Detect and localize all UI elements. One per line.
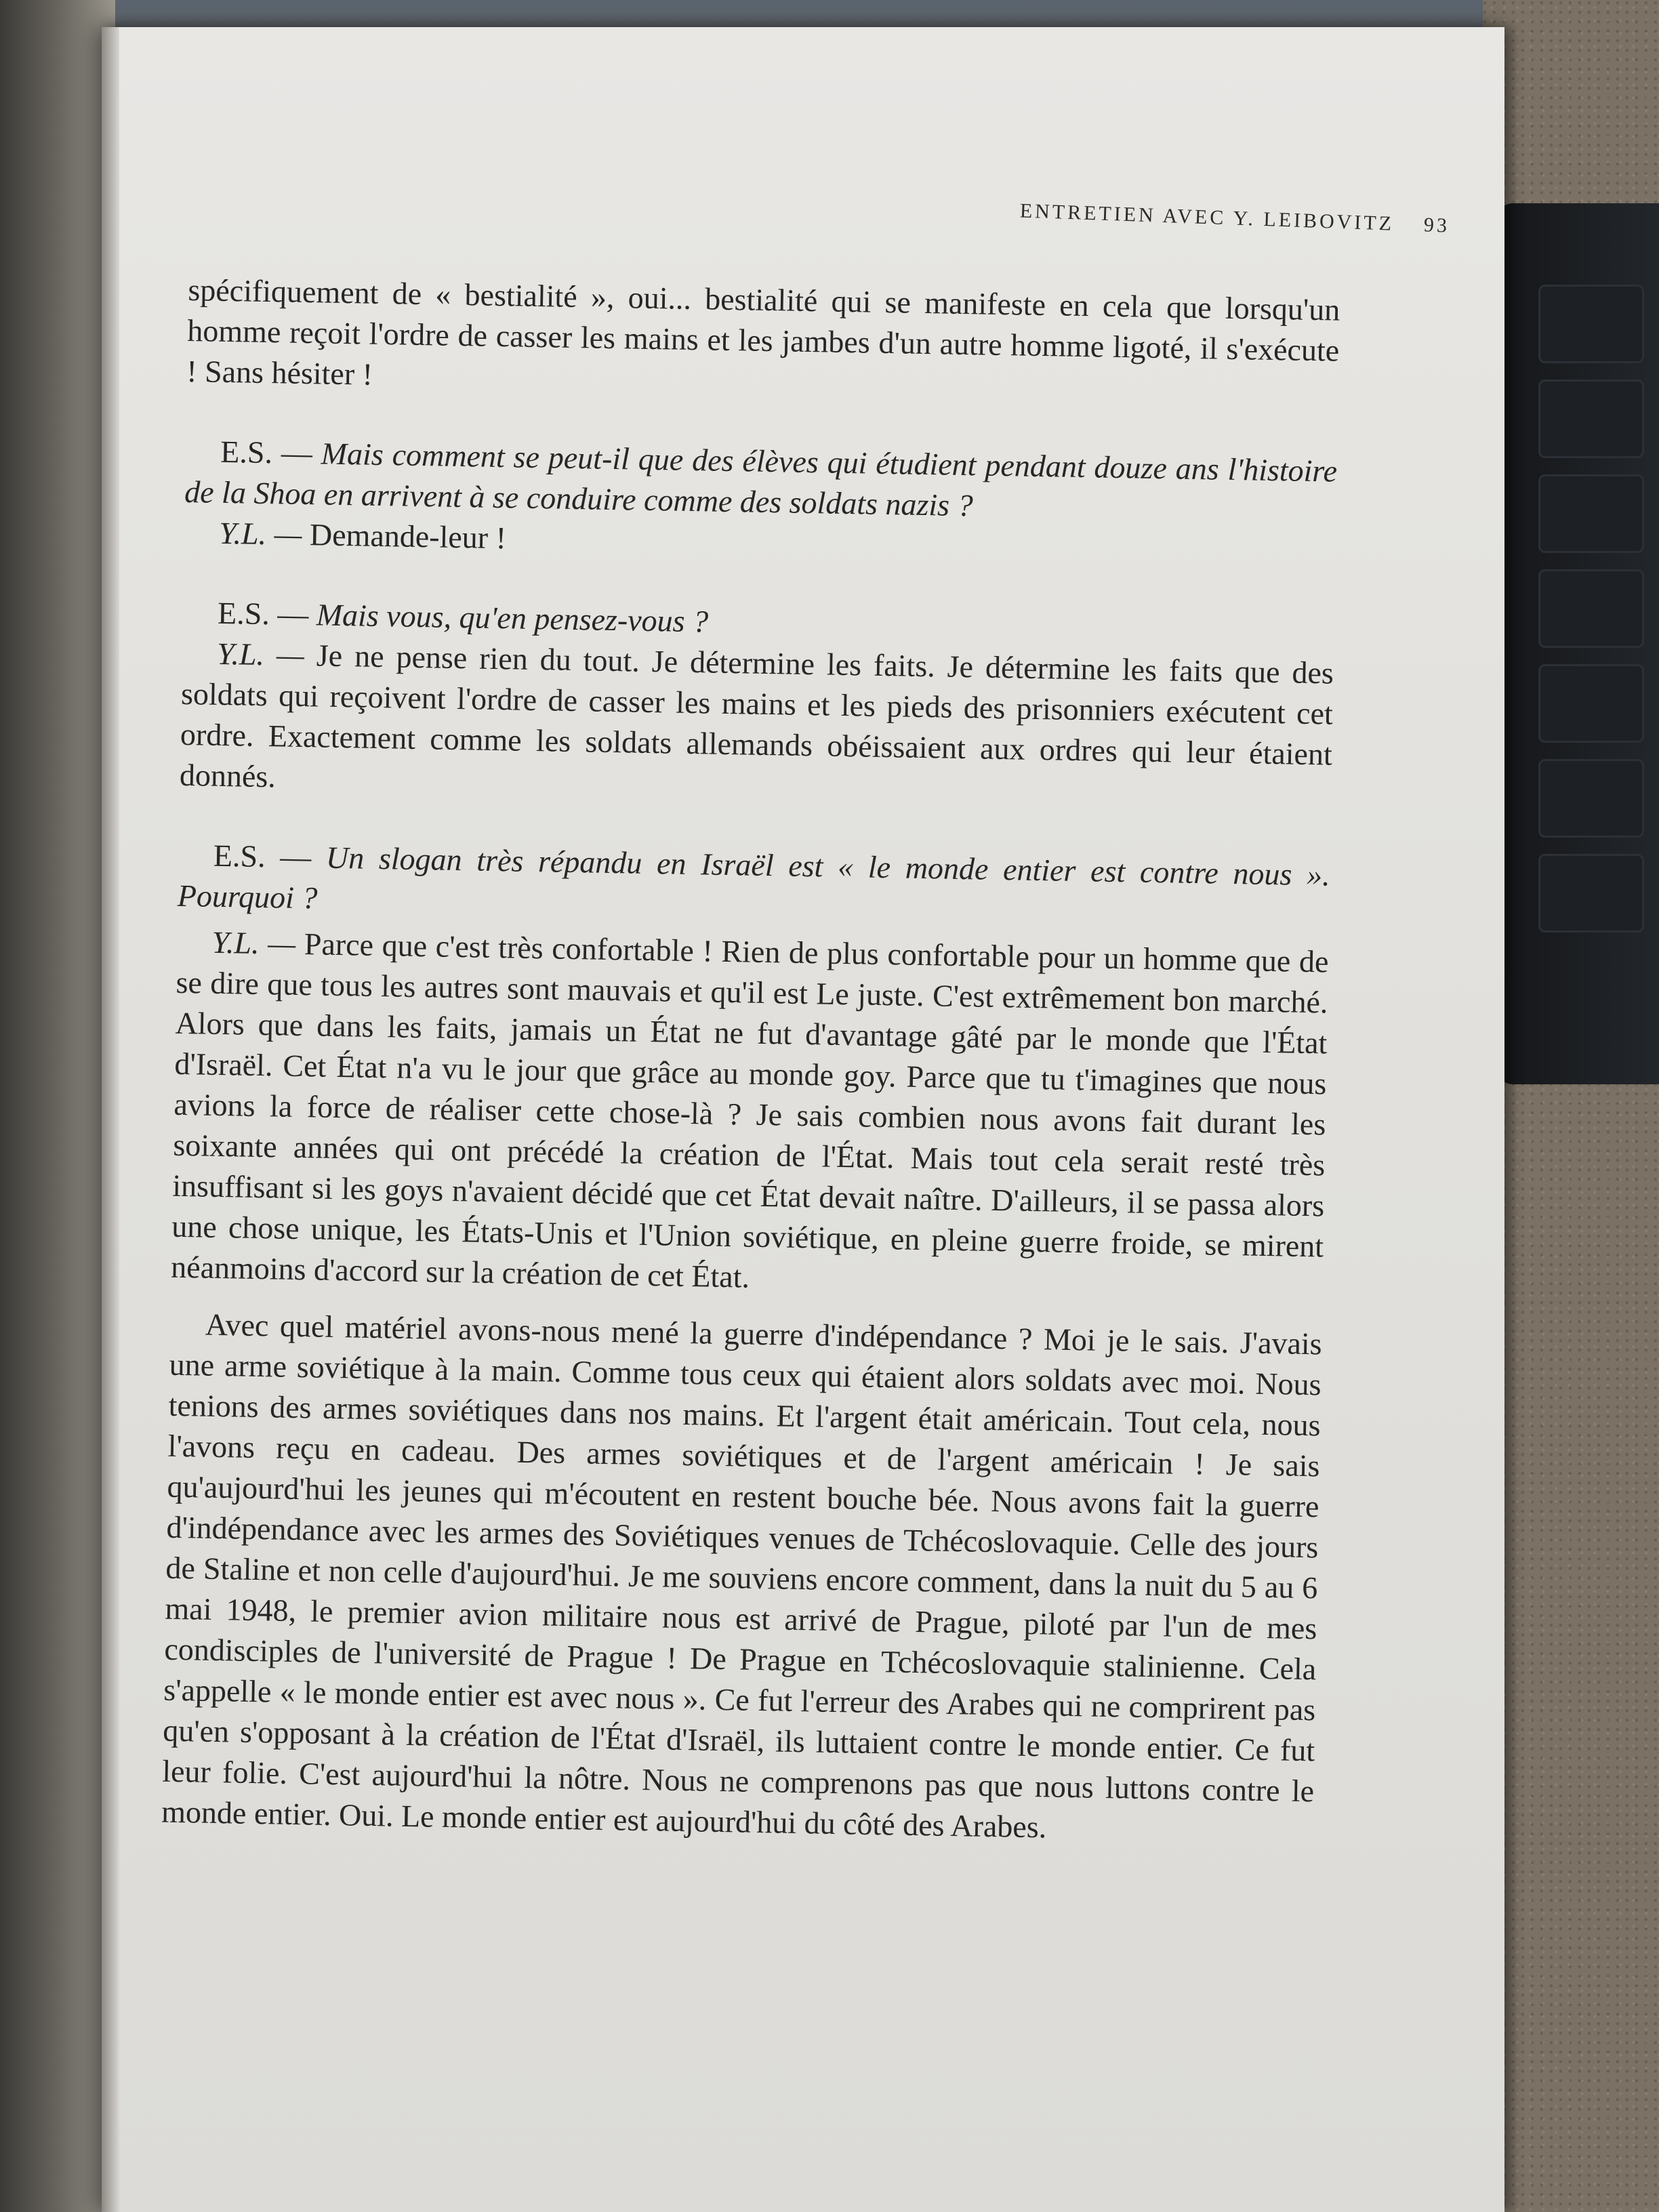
answer-text: Demande-leur !: [309, 517, 507, 556]
keyboard-key: [1538, 759, 1644, 838]
keyboard-key: [1538, 285, 1644, 363]
question-text: Un slogan très répandu en Israël est « le monde entier est contre nous ». Pourquoi ?: [177, 840, 1331, 916]
question-text: Mais comment se peut-il que des élèves qui étudient pendant douze ans l'histoire de la Shoa en arrivent à se conduire comme des soldats nazis ?: [184, 436, 1338, 523]
keyboard-key: [1538, 664, 1644, 743]
paragraph-text: Avec quel matériel avons-nous mené la guerre d'indépendance ? Moi je le sais. J'avais une arme soviétique à la main. Comme tous ceux qui étaient alors soldats avec moi. Nous tenions des armes soviétiques dans nos mains. Et l'argent était américain. Tout cela, nous l'avons reçu en cadeau. Des armes soviétiques et de l'argent américain ! Je sais qu'aujourd'hui les jeunes qui m'écoutent en restent bouche bée. Nous avons fait la guerre d'indépendance avec les armes des Soviétiques venues de Tchécoslovaquie. Celle des jours de Staline et non celle d'aujourd'hui. Je me souviens encore comment, dans la nuit du 5 au 6 mai 1948, le premier avion militaire nous est arrivé de Prague, piloté par l'un de mes condisciples de l'université de Prague ! De Prague en Tchécoslovaquie stalinienne. Cela s'appelle « le monde entier est avec nous ». Ce fut l'erreur des Arabes qui ne comprirent pas qu'en s'opposant à la création de l'État d'Israël, ils luttaient contre le monde entier. Ce fut leur folie. C'est aujourd'hui la nôtre. Nous ne comprenons pas que nous luttons contre le monde entier. Oui. Le monde entier est aujourd'hui du côté des Arabes.: [161, 1307, 1323, 1845]
running-header: [894, 195, 1450, 238]
speaker-label: Y.L. —: [218, 515, 310, 552]
keyboard-key: [1538, 474, 1644, 553]
book-page: [102, 27, 1504, 2212]
keyboard-key: [1538, 569, 1644, 648]
speaker-label: E.S. —: [213, 838, 327, 875]
paragraph: [186, 270, 1340, 412]
speaker-label: Y.L. —: [211, 924, 305, 962]
running-title: ENTRETIEN AVEC Y. LEIBOVITZ: [1019, 199, 1395, 235]
question: [177, 835, 1330, 937]
speaker-label: E.S. —: [220, 434, 322, 471]
answer: [171, 922, 1329, 1308]
answer: [179, 633, 1334, 816]
answer-text: Je ne pense rien du tout. Je détermine les faits. Je détermine les faits que des soldats qui reçoivent l'ordre de casser les mains et les pieds des prisonniers exécutent cet ordre. Exactement comme les soldats allemands obéissaient aux ordres qui leur étaient donnés.: [179, 638, 1334, 794]
page-number: 93: [1423, 213, 1450, 237]
paragraph: [161, 1304, 1322, 1853]
speaker-label: Y.L. —: [216, 636, 317, 673]
speaker-label: E.S. —: [217, 595, 317, 632]
answer-text: Parce que c'est très confortable ! Rien de plus confortable pour un homme que de se dire que tous les autres sont mauvais et qu'il est Le juste. C'est extrêmement bon marché. Alors que dans les faits, jamais un État ne fut d'avantage gâté par le monde que l'État d'Israël. Cet État n'a vu le jour que grâce au monde goy. Parce que tu t'imagines que nous avions la force de réaliser cette chose-là ? Je sais combien nous avons fait durant les soixante années qui ont précédé la création de l'État. Mais tout cela serait resté très insuffisant si les goys n'avaient décidé que cet État devait naître. D'ailleurs, il se passa alors une chose unique, les États-Unis et l'Union soviétique, en pleine guerre froide, se mirent néanmoins d'accord sur la création de cet État.: [170, 926, 1329, 1294]
paragraph-text: spécifiquement de « bestialité », oui... bestialité qui se manifeste en cela que lorsqu'un homme reçoit l'ordre de casser les mains et les jambes d'un autre homme ligoté, il s'exécute ! Sans hésiter !: [186, 272, 1340, 392]
keyboard-key: [1538, 854, 1644, 933]
keyboard-key: [1538, 380, 1644, 458]
page-body: [161, 270, 1340, 1852]
background-left-edge: [0, 0, 115, 2212]
question-text: Mais vous, qu'en pensez-vous ?: [316, 597, 709, 639]
keyboard: [1498, 203, 1659, 1084]
page-gutter: [102, 27, 119, 2212]
